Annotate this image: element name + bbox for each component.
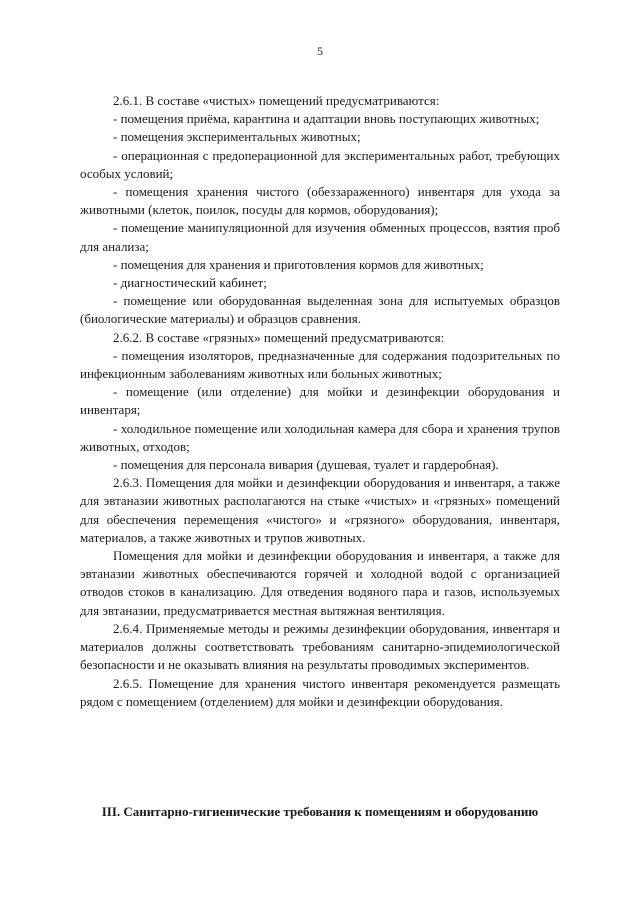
paragraph: 2.6.2. В составе «грязных» помещений предусматриваются: (113, 329, 445, 345)
paragraph: - помещения хранения чистого (обеззараженного) инвентаря для ухода за животными (клеток, поилок, посуды для кормов, оборудования); (80, 184, 560, 218)
paragraph: - помещения для персонала вивария (душевая, туалет и гардеробная). (113, 457, 499, 473)
paragraph: - помещения экспериментальных животных; (113, 129, 361, 145)
paragraph: 2.6.1. В составе «чистых» помещений предусматриваются: (113, 93, 440, 108)
paragraph: - помещение (или отделение) для мойки и дезинфекции оборудования и инвентаря; (80, 384, 560, 418)
paragraph: - помещение манипуляционной для изучения обменных процессов, взятия проб для анализа; (80, 220, 560, 254)
paragraph: - холодильное помещение или холодильная камера для сбора и хранения трупов животных, отходов; (80, 420, 560, 454)
paragraph: - помещение или оборудованная выделенная зона для испытуемых образцов (биологические материалы) и образцов сравнения. (80, 293, 560, 327)
paragraph: - операционная с предоперационной для экспериментальных работ, требующих особых условий; (80, 147, 560, 181)
body-text (80, 92, 560, 711)
paragraph: 2.6.3. Помещения для мойки и дезинфекции оборудования и инвентаря, а также для эвтаназии животных располагаются на стыке «чистых» и «грязных» помещений для обеспечения перемещения «чистого» и «грязного» оборудования, инвентаря, материалов, а также животных и трупов животных. (80, 475, 560, 545)
paragraph: 2.6.4. Применяемые методы и режимы дезинфекции оборудования, инвентаря и материалов должны соответствовать требованиям санитарно-эпидемиологической безопасности и не оказывать влияния на результаты проводимых экспериментов. (80, 620, 560, 673)
paragraph: - помещения изоляторов, предназначенные для содержания подозрительных по инфекционным заболеваниям животных или больных животных; (80, 347, 560, 382)
paragraph: - помещения приёма, карантина и адаптации вновь поступающих животных; (113, 111, 540, 127)
paragraph: - диагностический кабинет; (113, 275, 267, 291)
paragraph: Помещения для мойки и дезинфекции оборудования и инвентаря, а также для эвтаназии животных обеспечиваются горячей и холодной водой с организацией отводов стоков в канализацию. Для отведения водяного пара и газов, используемых для эвтаназии, предусматривается местная вытяжная вентиляция. (80, 548, 560, 618)
paragraph: - помещения для хранения и приготовления кормов для животных; (113, 256, 484, 272)
paragraph: 2.6.5. Помещение для хранения чистого инвентаря рекомендуется размещать рядом с помещением (отделением) для мойки и дезинфекции оборудования. (80, 675, 560, 709)
section-heading: III. Санитарно-гигиенические требования к помещениям и оборудованию (101, 804, 539, 819)
page-number: 5 (317, 44, 323, 58)
